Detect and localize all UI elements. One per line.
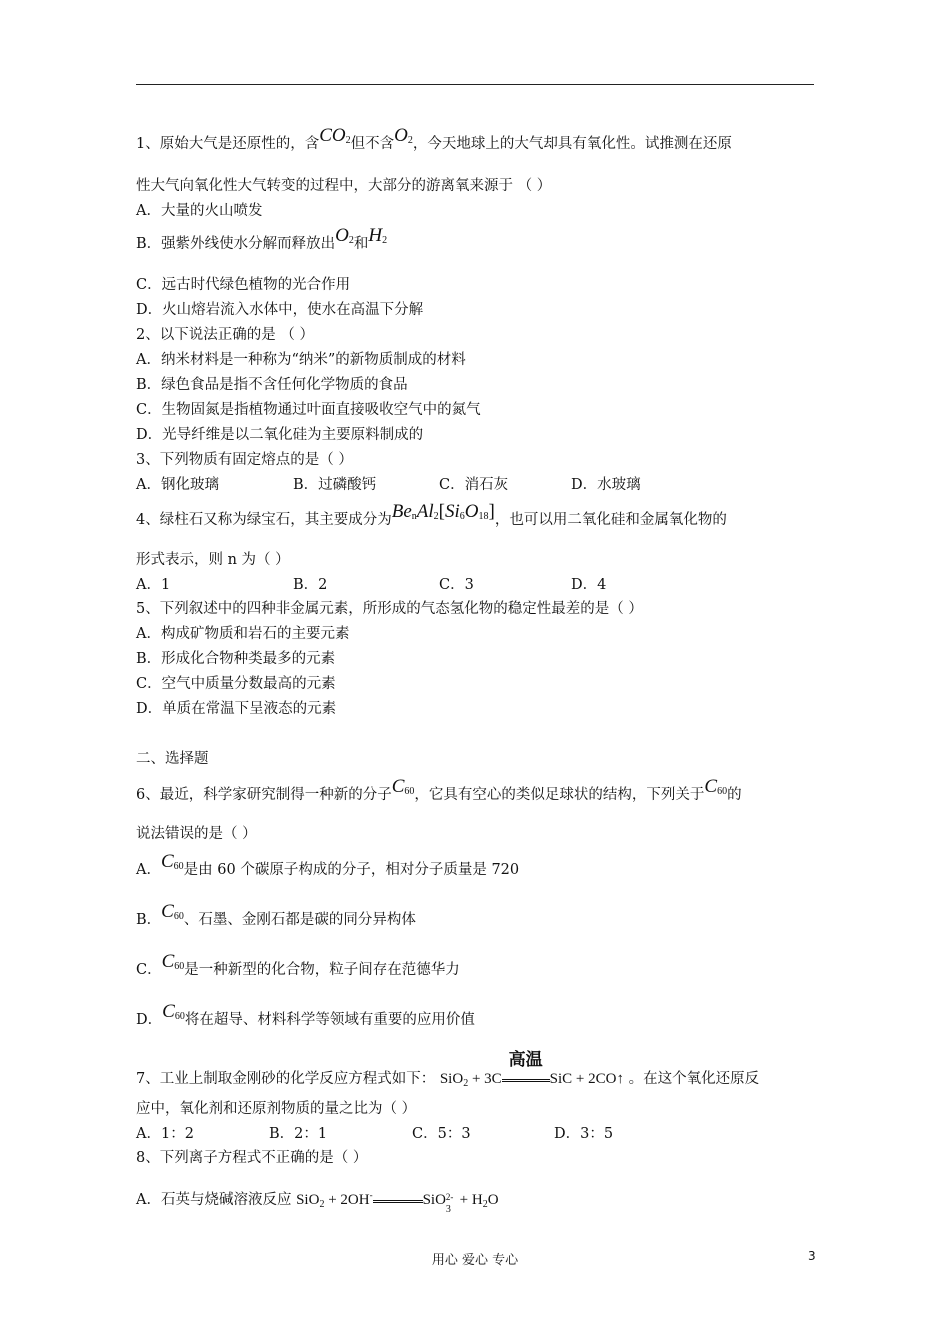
q4-option-d: D．4	[571, 577, 607, 593]
reaction-arrow: 高温	[502, 1071, 550, 1089]
q3-option-b: B．过磷酸钙	[293, 477, 377, 493]
formula-h2: $H_2$	[368, 225, 388, 246]
q4-option-b: B．2	[293, 577, 328, 593]
q7-option-a: A．1：2	[136, 1126, 194, 1142]
q7-option-b: B．2：1	[269, 1126, 328, 1142]
q4-stem-line1: 4、绿柱石又称为绿宝石，其主要成分为BenAl2[Si6O18]，也可以用二氧化硅和金属氧化物的	[136, 501, 727, 528]
q3-option-c: C．消石灰	[439, 477, 509, 493]
section-heading: 二、选择题	[136, 751, 209, 767]
q8-option-a: A．石英与烧碱溶液反应 SiO$_2$ + 2OH- SiO 2- 3 + $H_2O$	[136, 1190, 499, 1215]
formula-c60-c: $C_{60}$	[161, 951, 185, 972]
q4-stem-line2: 形式表示，则 n 为（ ）	[136, 552, 290, 568]
equation-quartz: SiO$_2$ + 2OH- SiO 2- 3 + $H_2O$	[296, 1190, 499, 1215]
q5-option-b: B．形成化合物种类最多的元素	[136, 651, 336, 667]
q6-option-c: C．$C_{60}$是一种新型的化合物，粒子间存在范德华力	[136, 951, 460, 978]
formula-c60-2: $C_{60}$	[704, 776, 728, 797]
formula-c60-a: $C_{60}$	[160, 851, 184, 872]
formula-beryl: BenAl2[Si6O18]	[391, 501, 495, 522]
header-rule	[136, 84, 814, 85]
q7-option-c: C．5：3	[412, 1126, 471, 1142]
q1-option-a: A．大量的火山喷发	[136, 203, 263, 219]
equation-sic: SiO$_2$ + 3C 高温 SiC + 2CO↑	[439, 1049, 624, 1089]
q5-stem: 5、下列叙述中的四种非金属元素，所形成的气态氢化物的稳定性最差的是（ ）	[136, 601, 643, 617]
formula-c60-b: $C_{60}$	[161, 901, 184, 922]
q3-option-d: D．水玻璃	[571, 477, 641, 493]
page-number: 3	[808, 1249, 816, 1263]
q5-option-d: D．单质在常温下呈液态的元素	[136, 701, 337, 717]
q1-option-c: C．远古时代绿色植物的光合作用	[136, 277, 351, 293]
q7-option-d: D．3：5	[554, 1126, 614, 1142]
q2-stem: 2、以下说法正确的是 （ ）	[136, 327, 314, 343]
formula-c60: $C_{60}$	[391, 776, 415, 797]
q5-option-a: A．构成矿物质和岩石的主要元素	[136, 626, 350, 642]
formula-c60-d: $C_{60}$	[162, 1001, 185, 1022]
q5-option-c: C．空气中质量分数最高的元素	[136, 676, 336, 692]
q2-option-c: C．生物固氮是指植物通过叶面直接吸收空气中的氮气	[136, 402, 481, 418]
q6-option-d: D．$C_{60}$将在超导、材料科学等领域有重要的应用价值	[136, 1001, 475, 1028]
q1-text-2: 但不含	[350, 136, 395, 152]
q6-stem-line2: 说法错误的是（ ）	[136, 826, 257, 842]
formula-o2-b: $O_2$	[335, 225, 354, 246]
q4-option-c: C．3	[439, 577, 474, 593]
q7-stem-line2: 应中，氧化剂和还原剂物质的量之比为（ ）	[136, 1101, 417, 1117]
q6-option-b: B．$C_{60}$、石墨、金刚石都是碳的同分异构体	[136, 901, 416, 928]
q2-option-d: D．光导纤维是以二氧化硅为主要原料制成的	[136, 427, 424, 443]
q3-stem: 3、下列物质有固定熔点的是（ ）	[136, 452, 353, 468]
q1-stem-line1	[136, 125, 732, 157]
q1-option-b: B．强紫外线使水分解而释放出$O_2$和$H_2$	[136, 225, 388, 252]
q1-text-1: 1、原始大气是还原性的，含	[136, 136, 320, 152]
q6-stem-line1: 6、最近，科学家研究制得一种新的分子$C_{60}$，它具有空心的类似足球状的结构，下列关于$C_{60}$的	[136, 776, 742, 803]
formula-o2: $O_2$	[394, 125, 413, 146]
q8-stem: 8、下列离子方程式不正确的是（ ）	[136, 1150, 368, 1166]
q7-stem-line1: 7、工业上制取金刚砂的化学反应方程式如下： SiO$_2$ + 3C 高温 SiC + 2CO↑ 。在这个氧化还原反	[136, 1049, 760, 1089]
q2-option-a: A．纳米材料是一种称为“纳米”的新物质制成的材料	[136, 352, 466, 368]
q1-stem-line2: 性大气向氧化性大气转变的过程中，大部分的游离氧来源于 （ ）	[136, 178, 552, 194]
footer-slogan: 用心 爱心 专心	[431, 1253, 519, 1268]
q1-text-3: ，今天地球上的大气却具有氧化性。试推测在还原	[412, 136, 732, 152]
reaction-arrow-2	[373, 1192, 423, 1210]
q3-option-a: A．钢化玻璃	[136, 477, 219, 493]
q4-option-a: A．1	[136, 577, 171, 593]
formula-co2: $CO_2$	[319, 125, 351, 146]
q6-option-a: A．$C_{60}$是由 60 个碳原子构成的分子，相对分子质量是 720	[136, 851, 520, 878]
q2-option-b: B．绿色食品是指不含任何化学物质的食品	[136, 377, 408, 393]
q1-option-d: D．火山熔岩流入水体中，使水在高温下分解	[136, 302, 424, 318]
